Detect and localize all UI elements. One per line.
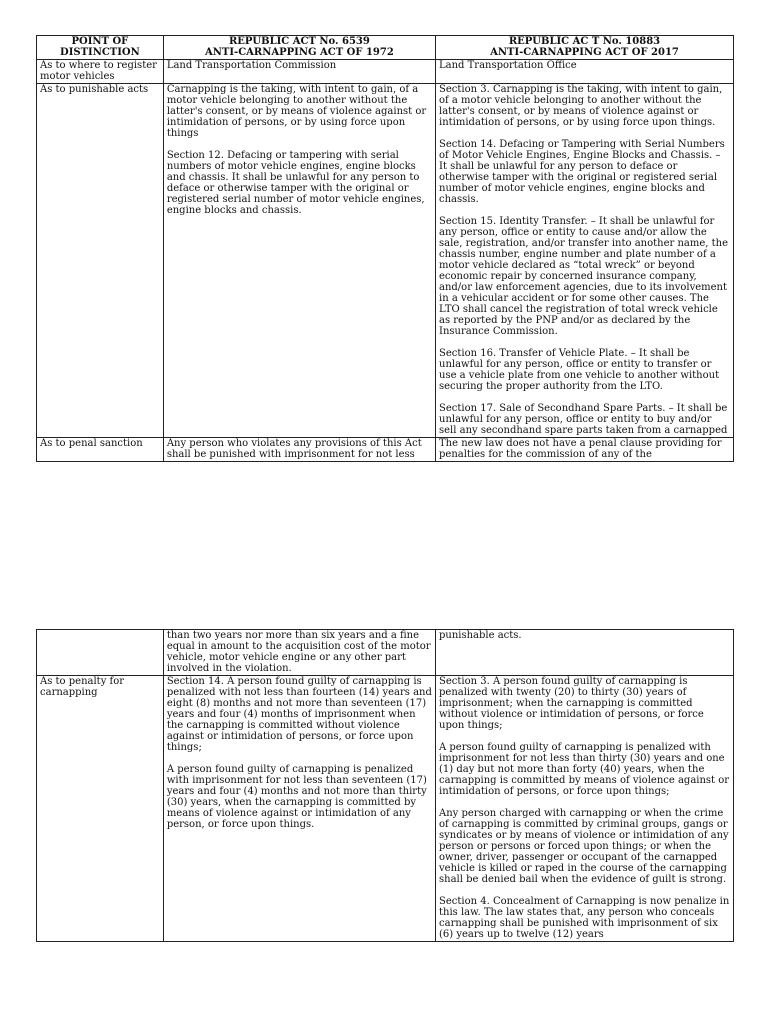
paragraph: than two years nor more than six years and a fine equal in amount to the acquisition cost of the motor vehicle, motor vehicle engine or any other part involved in the violation. [166, 630, 431, 674]
table-row [37, 676, 734, 942]
header-line: ANTI-CARNAPPING ACT OF 2017 [490, 47, 679, 58]
paragraph: Section 14. A person found guilty of carnapping is penalized with not less than fourteen (14) years and eight (8) months and not more than seventeen (17) years and four (4) months of imprisonment when the carnapping is committed without violence against or intimidation of persons, or force upon things; [166, 676, 432, 753]
table-row [37, 438, 734, 462]
ra-6539-cell [163, 84, 435, 438]
header-line: REPUBLIC AC T No. 10883 [508, 36, 661, 47]
paragraph: Section 16. Transfer of Vehicle Plate. – It shall be unlawful for any person, office or entity to transfer or use a vehicle plate from one vehicle to another without securing the proper authority from the LTO. [439, 348, 720, 392]
paragraph: Land Transportation Office [439, 60, 577, 71]
ra-10883-cell [436, 676, 734, 942]
ra-10883-cell [436, 84, 734, 438]
point-cell: As to punishable acts [37, 84, 164, 438]
table-row [37, 630, 734, 676]
point-cell [37, 630, 164, 676]
header-ra-6539 [163, 36, 435, 60]
paragraph: Section 3. Carnapping is the taking, with intent to gain, of a motor vehicle belonging to another without the latter's consent, or by means of violence against or intimidation of persons, or by using force upon things. [439, 84, 723, 128]
header-line: ANTI-CARNAPPING ACT OF 1972 [205, 47, 394, 58]
ra-6539-cell [163, 438, 435, 462]
ra-10883-cell [436, 438, 734, 462]
paragraph: Section 17. Sale of Secondhand Spare Parts. – It shall be unlawful for any person, office or entity to buy and/or sell any secondhand spare parts taken from a carnapped [439, 403, 728, 436]
ra-10883-cell [436, 630, 734, 676]
paragraph: Any person charged with carnapping or when the crime of carnapping is committed by criminal groups, gangs or syndicates or by means of violence or intimidation of any person or persons or forced upon things; or when the owner, driver, passenger or occupant of the carnapped vehicle is killed or raped in the course of the carnapping shall be denied bail when the evidence of guilt is strong. [439, 808, 729, 885]
paragraph: Carnapping is the taking, with intent to gain, of a motor vehicle belonging to another without the latter's consent, or by means of violence against or intimidation of persons, or by using force upon things [166, 84, 427, 139]
point-cell: As to penal sanction [37, 438, 164, 462]
header-point-of-distinction [37, 36, 164, 60]
table-header-row [37, 36, 734, 60]
header-ra-10883 [436, 36, 734, 60]
paragraph: The new law does not have a penal clause providing for penalties for the commission of any of the [439, 438, 722, 460]
comparison-table-page-2 [36, 629, 734, 942]
comparison-table-page-1 [36, 35, 734, 462]
header-line: REPUBLIC ACT No. 6539 [228, 36, 370, 47]
paragraph: Section 12. Defacing or tampering with serial numbers of motor vehicle engines, engine blocks and chassis. It shall be unlawful for any person to deface or otherwise tamper with the original or registered serial number of motor vehicle engines, engine blocks and chassis. [166, 150, 425, 216]
paragraph: Section 4. Concealment of Carnapping is now penalize in this law. The law states that, any person who conceals carnapping shall be punished with imprisonment of six (6) years up to twelve (12) years [439, 896, 730, 940]
paragraph: Land Transportation Commission [166, 60, 337, 71]
paragraph: Section 3. A person found guilty of carnapping is penalized with twenty (20) to thirty (30) years of imprisonment; when the carnapping is committed without violence or intimidation of persons, or force upon things; [439, 676, 704, 731]
ra-10883-cell [436, 60, 734, 84]
ra-6539-cell [163, 60, 435, 84]
ra-6539-cell [163, 676, 435, 942]
paragraph: punishable acts. [439, 630, 522, 641]
paragraph: Section 15. Identity Transfer. – It shall be unlawful for any person, office or entity to cause and/or allow the sale, registration, and/or transfer into another name, the chassis number, engine number and plate number of a motor vehicle declared as “total wreck” or beyond economic repair by concerned insurance company, and/or law enforcement agencies, due to its involvement in a vehicular accident or for some other causes. The LTO shall cancel the registration of total wreck vehicle as reported by the PNP and/or as declared by the Insurance Commission. [439, 216, 729, 337]
header-line: POINT OF [71, 36, 129, 47]
table-row [37, 60, 734, 84]
paragraph: Any person who violates any provisions of this Act shall be punished with imprisonment for not less [166, 438, 422, 460]
ra-6539-cell [163, 630, 435, 676]
table-row [37, 84, 734, 438]
paragraph: A person found guilty of carnapping is penalized with imprisonment for not less than thirty (30) years and one (1) day but not more than forty (40) years, when the carnapping is committed by means of violence against or intimidation of persons, or force upon things; [439, 742, 730, 797]
point-cell: As to penalty for carnapping [37, 676, 164, 942]
header-line: DISTINCTION [60, 47, 140, 58]
point-cell: As to where to register motor vehicles [37, 60, 164, 84]
paragraph: Section 14. Defacing or Tampering with Serial Numbers of Motor Vehicle Engines, Engine Blocks and Chassis. – It shall be unlawful for any person to deface or otherwise tamper with the original or registered serial number of motor vehicle engines, engine blocks and chassis. [439, 139, 725, 205]
paragraph: A person found guilty of carnapping is penalized with imprisonment for not less than seventeen (17) years and four (4) months and not more than thirty (30) years, when the carnapping is committed by means of violence against or intimidation of any person, or force upon things. [166, 764, 427, 830]
